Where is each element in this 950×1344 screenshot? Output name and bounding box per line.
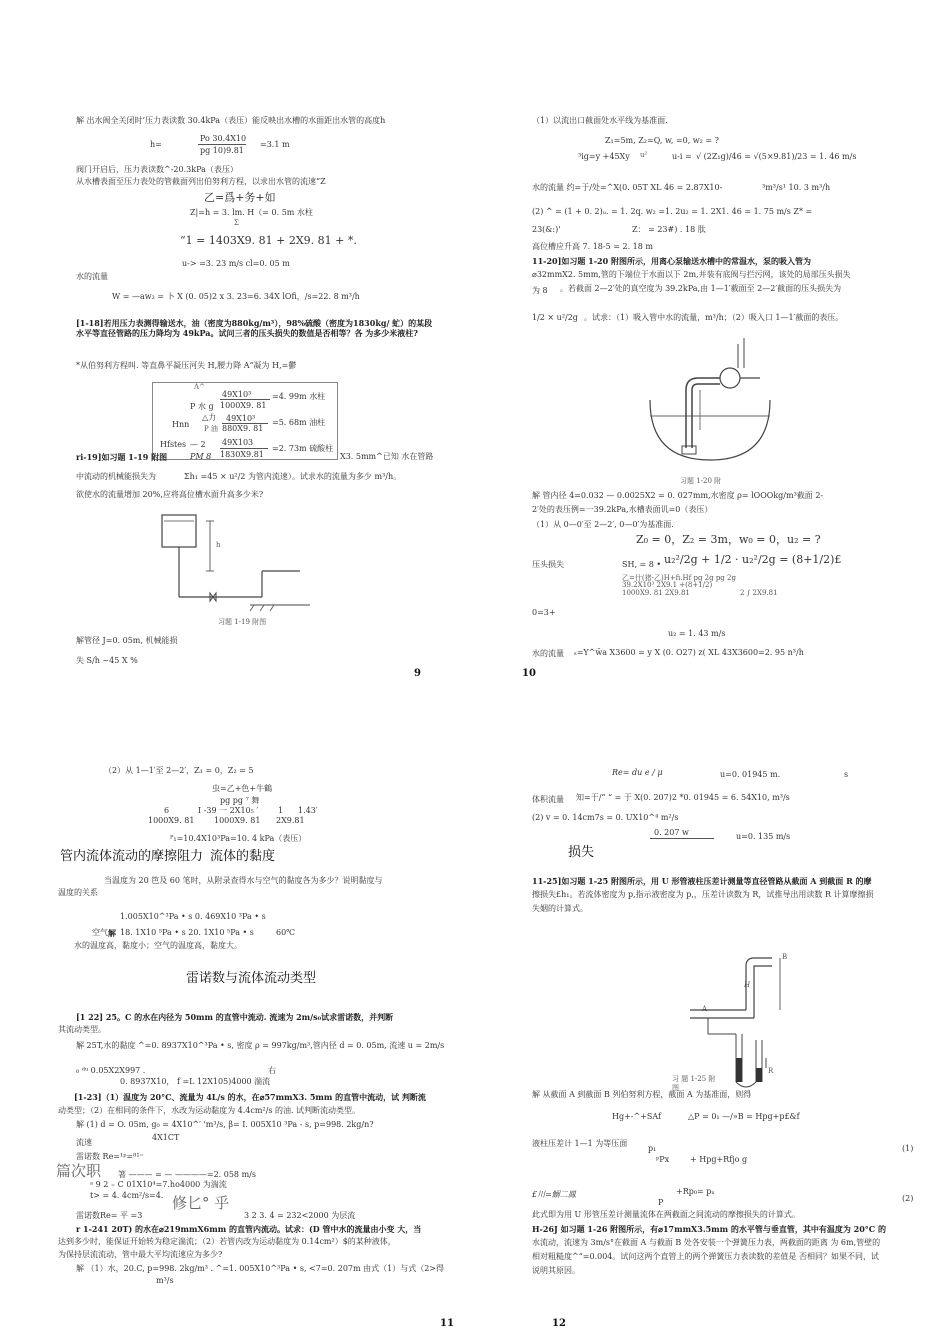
p9-text-5: *从伯努利方程叫. 等直鼻平凝压河失 H,腰力降 A“凝为 H,=鬱 (76, 361, 297, 370)
p9-box-r1-den: 1000X9. 81 (220, 401, 267, 410)
p11-eq2d: 1.43′ (298, 806, 318, 815)
p9-text-3: 从水槽表面至压力表处的管截面列出伯努利方程，以求出水管的流速“Z (76, 177, 326, 186)
p9-solution-2: 失 S/h ~45 X % (76, 656, 138, 665)
p9-eq2: 乙=爲+务+如 (204, 191, 276, 204)
p9-question-1-19-tail: X3. 5mm^已知 水在管路 (340, 452, 434, 461)
p9-figure-caption: 习题 1-19 附图 (218, 618, 267, 626)
p11-value-2c: 18. 1X10 ⁵Pa • s 20. 1X10 ⁵Pa • s (120, 928, 254, 937)
p10-eq3: Z₀ = 0，Z₂ = 3m，w₀ = 0，u₂ = ? (636, 533, 821, 546)
p9-text-1: 解 出水阀全关闭时’压力表读数 30.4kPa（表压）能反映出水槽的水面距出水管的高度h (76, 116, 386, 125)
p11-question-1-24-b: 达到多少时，能保证开始转为稳定湍流；（2）若管内改为运动黏度为 0.14cm²）$的某种液体， (58, 1237, 396, 1246)
p12-eq1b: u=0. 01945 m. (720, 770, 781, 779)
p12-eq2b: △P = 0₁ —/»B = Hpg+p£&f (688, 1112, 800, 1121)
p12-solution-1: 解 从截面 A 到截面 B 列伯努利方程，截面 A 为基准面，则得 (532, 1090, 752, 1099)
p10-eq4a: SH, = 8 • (622, 560, 662, 569)
p10-figure-caption: 习题 1-20 附 (680, 477, 722, 485)
p12-eq3b: ᵖPx (656, 1155, 670, 1164)
p9-question-1-19: ri-19]如习题 1-19 附图 (76, 452, 168, 462)
p12-eq3-number: (1) (902, 1144, 914, 1153)
p11-solution-1-23-b: 流速 (76, 1138, 92, 1147)
p12-question-1-25-c: 失姻的计算式。 (532, 904, 588, 913)
p12-eq3c: + Hpg+Rfjo g (690, 1155, 748, 1164)
p10-text-6: 水的流量 (532, 649, 564, 658)
p9-box-r2-res: =5. 68m 油柱 (272, 418, 326, 427)
p9-box-r1-label: P 水 g (190, 402, 214, 411)
p10-page-number: 10 (522, 668, 536, 679)
p11-question-1: 当温度为 20 笆及 60 笔时，从附录查得水与空气的黏度各为多少？说明黏度与 (104, 876, 383, 885)
p9-box-r2-p: P 油 (204, 425, 218, 433)
p11-question-1-23: [1-23]（1）温度为 20°C、流量为 4L/s 的水，在⌀57mmX3. 5mm 的直管中流动，试 判断流 (74, 1092, 426, 1102)
p9-eq1-den: pg 10)9.81 (200, 146, 244, 155)
p12-figure-label-R: R (768, 1067, 774, 1075)
p9-text-4: 水的流量 (76, 272, 108, 281)
p9-eq3: Z|=h = 3. lm. H（= 0. 5m 水柱 (190, 208, 313, 217)
p9-box-r2-num: 49X10³ (226, 414, 256, 423)
p10-question-1-20-c: 为 8 (532, 286, 548, 295)
p9-eq6: W = —aw₂ = 卜 X (0. 05)2 x 3. 23=6. 34X lOfi，/s=22. 8 m³/h (112, 292, 360, 301)
p9-question-1-19-b: 中流动的机械能损失为 (76, 472, 156, 481)
p11-eq3: ᴾ₁=10.4X10³Pa=10. 4 kPa（表压） (170, 834, 307, 843)
p11-text-1: （2）从 1—1′至 2—2′，Z₁ = 0，Z₂ = 5 (104, 766, 254, 775)
p11-solution-1-22-d: 0. 8937X10， f =L 12X105)4000 湍流 (120, 1077, 271, 1086)
p11-solution-1-24-b: m³/s (156, 1276, 174, 1285)
p11-solution-1-22-b: ₀ ᵈᵘ 0.05X2X997 . (76, 1066, 146, 1075)
p12-eq1c: s (844, 770, 849, 779)
p11-value-2b: 解 (108, 928, 116, 938)
p10-question-1-20-d: 1/2 × u²/2g (532, 313, 578, 322)
p11-solution-1-22: 解 25T,水的黏度 ^=0. 8937X10^³Pa • s, 密度 ρ = 997kg/m³,管内径 d = 0. 05m, 流速 u = 2m/s (76, 1041, 445, 1050)
p9-box-r2-den: 880X9. 81 (222, 424, 264, 433)
p9-figure-1-19 (150, 505, 330, 615)
p11-question-1-24: r 1-241 20T) 的水在⌀219mmX6mm 的直管内流动。试求：(D 管中水的流量由小变 大，当 (76, 1224, 422, 1234)
p10-text-6b: ₛ=Y^w̄a X3600 = y X (0. O27) z( XL 43X3600=2. 95 n³/h (574, 648, 804, 657)
p11-solution-1-23-e: ᵃ 9 2 ₌ C 01X10⁴=7.ho4000 为湍流 (90, 1180, 227, 1189)
p10-eq2b: u² (640, 151, 648, 159)
p11-eq1: 虫=乙+色+牛鶴 (212, 784, 273, 793)
p9-box-r2-label: Hnn (172, 420, 190, 429)
p9-eq1-num: Po 30.4X10 (200, 134, 247, 143)
p10-eq4-label: 压头损失 (532, 560, 564, 569)
p10-figure-1-20 (640, 330, 780, 470)
p11-solution-1-23-c: 4X1CT (152, 1133, 180, 1142)
p12-eq4a: £川=鰯二鳳 (532, 1190, 576, 1199)
p12-question-1-26-d: 说明其原因。 (532, 1266, 580, 1275)
p12-text-3b: u=0. 135 m/s (736, 832, 791, 841)
p10-text-3: (2) ^ = (1 + 0. 2)ᵤ. = 1. 2q. w₂ =1. 2u₂ = 1. 2X1. 46 = 1. 75 m/s Z* = (532, 207, 813, 216)
p11-value-2d: 60℃ (276, 928, 296, 937)
p10-eq1: Z₁=5m, Z₂=Q, w, =0, w₂ = ? (605, 136, 719, 145)
p10-solution-2: 2′处的表压例=一39.2kPa,水槽表面讥=0（表压） (532, 505, 713, 514)
p9-box-r1-res: =4. 99m 水柱 (272, 392, 326, 401)
p9-box-r3-mid: — 2 (190, 440, 206, 449)
p12-figure-label-H: H (744, 981, 751, 989)
p11-solution-1-23-big2: 箸 ——— = — ————=2. 058 m/s (118, 1170, 256, 1179)
p9-question-1-19-c: 欲使水的流量增加 20%,应将高位槽水面升高多少米? (76, 490, 264, 499)
p12-page-number: 12 (552, 1318, 566, 1329)
p12-eq2: Hg+-^+SAf (612, 1112, 661, 1121)
p9-box-r3-label: Hfstes (160, 440, 187, 449)
p11-eq2b: I -39 一 2X10₅ ′ (198, 806, 259, 815)
p9-box-r3-res: =2. 73m 硫酸柱 (272, 444, 334, 453)
p9-box-top: Λ^ (194, 383, 205, 391)
p12-eq3a: p₁ (648, 1144, 657, 1153)
p9-page-number: 9 (414, 668, 421, 679)
p9-box-r3-pm: PM 8 (190, 452, 212, 461)
p10-eq2c: u-i = (672, 152, 692, 161)
p11-solution-1-24: 解 （1）水，20.C, p=998. 2kg/m³ . ^=1. 005X10^³Pa • s, <7=0. 207m 由式（1）与式（2>得 (76, 1264, 445, 1273)
p9-eq1-res: =3.1 m (260, 140, 290, 149)
p12-text-1b: 知=于/“ “ = 于 X(0. 207)2 *0. 01945 = 6. 54X10, m³/s (576, 793, 790, 802)
p11-solution-1-23: 解 (1) d = O. 05m, g₀ = 4X10^′ 'm³/s, β= I. 005X10 ³Pa - s, p=998. 2kg/n? (76, 1120, 374, 1129)
p12-heading-loss: 损失 (568, 845, 595, 860)
p9-eq5: u-> =3. 23 m/s cl=0. 05 m (182, 259, 290, 268)
p9-box-r2-mid: △力 (202, 413, 217, 422)
p11-value-1: 1.005X10^³Pa • s 0. 469X10 ³Pa • s (120, 912, 266, 921)
p10-solution-1: 解 管内径 4=0.032 — 0.0025X2 = 0. 027mm,水密度 ρ= lOOOkg/m³截面 2- (532, 491, 824, 500)
p12-text-3: 0. 207 w (654, 828, 689, 837)
p10-question-1-20-d2: 。试求：（1）吸入管中水的流量，m³/h；（2）吸入口 1—1′截面的表压。 (584, 313, 844, 322)
p12-figure-label-B: B (782, 953, 788, 961)
p11-eq2g: 2X9.81 (276, 816, 305, 825)
p10-question-1-20-b: ⌀32mmX2. 5mm,管的下端位于水面以下 2m,并装有底阀与拦污网，该处的局部压头损失 (532, 270, 851, 279)
p10-text-4b: Z： = 23#) . 18 肽 (632, 225, 706, 234)
p10-question-1-20-c2: 。若截面 2—2′处的真空度为 39.2kPa,由 1—1′截面至 2—2′截面的压头损失为 (560, 284, 842, 293)
p9-box-r3-den: 1830X9.81 (220, 450, 264, 459)
p11-eq2e: 1000X9. 81 (148, 816, 195, 825)
p9-text-2: 阀门开启后，压力表读数^-20.3kPa（表压） (76, 165, 238, 174)
p11-eq2c: 1 (278, 806, 284, 815)
p10-text-5: 高位槽应升高 7. 18-5 = 2. 18 m (532, 242, 653, 251)
p12-question-1-26-c: 相对粗糙度^“=0.004。试问这两个直管上的两个弹簧压力表读数的差值是 否相同？如果不同，试 (532, 1252, 879, 1261)
p10-eq6: u₂ = 1. 43 m/s (668, 629, 726, 638)
p9-solution-1: 解管径 J=0. 05m, 机械能损 (76, 636, 178, 645)
p12-question-1-25-b: 擦损失£h₁。若流体密度为 p,指示液密度为 p,，压差计读数为 R，试推导出用读数 R 计算摩擦损 (532, 890, 874, 899)
p12-figure-caption-2: 图 (672, 1084, 679, 1092)
p12-text-1: 体积流量 (532, 795, 564, 804)
p12-figure-caption: 习 题 1-25 附 (672, 1075, 716, 1083)
p10-text-1: （1）以流出口截面处水平线为基准面. (532, 116, 668, 125)
p11-question-1b: 温度的关系 (58, 888, 98, 897)
p12-question-1-26: H-26J 如习题 1-26 附图所示，有⌀17mmX3.5mm 的水平管与垂直管，其中有温度为 20°C 的 (532, 1224, 886, 1234)
p9-eq3-sigma: Σ (234, 219, 239, 227)
p11-heading-viscosity: 流体的黏度 (210, 849, 276, 864)
p9-eq1-fraction-bar (198, 144, 246, 145)
p9-box-r3-num: 49X103 (222, 438, 254, 447)
p11-solution-1-23-d: 雷诺数 Re=¹ᵖ=⁸¹⁼ (76, 1152, 144, 1161)
p11-heading-reynolds: 雷诺数与流体流动类型 (186, 971, 317, 986)
p11-solution-1-23-g: 雷诺数Re= 平 =3 (76, 1211, 143, 1220)
p11-watermark-2: 修匕° 乎 (172, 1194, 230, 1212)
p9-question-1-18: [1-18]若用压力表测得输送水，油（密度为880kg/m³），98%硫酸（密度为1830kg/ 虻）的某段水平等直径管路的压力降均为 49kPa。试问三者的压头损失的数值是否相等？各 为多少米液柱? (76, 318, 433, 338)
p9-box-r1-bar (220, 399, 270, 400)
p12-question-1-25: 11-25]如习题 1-25 附图所示，用 U 形管液柱压差计测量等直径管路从截面 A 到截面 R 的摩 (532, 876, 872, 886)
p10-question-1-20: 11-20]如习题 1-20 附图所示，用离心泵输送水槽中的常温水，泵的吸入管为 (532, 256, 811, 266)
p11-page-number: 11 (440, 1318, 454, 1329)
p10-eq4c: 乙=什(猪-乙)H+fi.Hf pg 2g pg 2g (622, 574, 736, 582)
p10-eq2a: ³ig=y +45Xy (578, 152, 630, 161)
p12-text-2: (2) v = 0. 14cm7s = 0. UX10^⁴ m²/s (532, 813, 679, 822)
p12-eq4c: +Rp₀= pₓ (676, 1187, 715, 1196)
p10-eq4b: u₂²/2g + 1/2 · u₂²/2g = (8+1/2)£ (664, 553, 842, 566)
p11-solution-1-23-h: 3 2 3. 4 = 232<2000 为层流 (244, 1211, 356, 1220)
p10-eq4e: 1000X9. 81 2X9.81 (622, 589, 690, 597)
p12-figure-1-25 (680, 950, 830, 1090)
p11-question-1-23-b: 动类型；（2）在相同的条件下，水改为运动黏度为 4.4cm²/s 的油. 试判断流动类型。 (58, 1106, 361, 1115)
p10-eq4f: 2 ∫ 2X9.81 (740, 589, 778, 597)
p9-eq4: “1 = 1403X9. 81 + 2X9. 81 + *. (180, 234, 357, 247)
p11-question-1-24-c: 为保持层流流动，管中最大平均流速应为多少? (58, 1250, 223, 1259)
p12-eq4b: P (658, 1198, 664, 1207)
p12-question-1-26-b: 水流动，流速为 3m/s°在截面 A 与截面 B 处各安装一个弹簧压力表，两截面的距离 为 6m,管壁的 (532, 1238, 881, 1247)
p11-question-1-22: [1 22] 25。C 的水在内径为 50mm 的直管中流动. 流速为 2m/s₀试求雷诺数，并判断 (76, 1012, 394, 1022)
p11-eq2a: 6 (164, 806, 170, 815)
p10-solution-3: （1）从 0—0′至 2—2′, 0—0′为基准面. (532, 520, 674, 529)
p10-text-4: 23(&:)' (532, 225, 561, 234)
p12-text-5: 此式即为用 U 形管压差计测量流体在两截面之间流动的摩擦损失的计算式。 (532, 1210, 800, 1219)
p11-value-2a: 空气 (92, 928, 108, 937)
p10-text-2b: ³m³/s¹ 10. 3 m³/h (762, 183, 831, 192)
p11-heading-friction: 管内流体流动的摩擦阻力 (60, 849, 204, 864)
p9-box-r3-bar (220, 448, 268, 449)
p9-eq1-left: h= (150, 140, 162, 149)
p10-eq2d: √ (2Z₁g)/46 = √(5×9.81)/23 = 1. 46 m/s (696, 152, 857, 161)
p9-question-1-19-b-eq: Σh₁ =45 × u²/2 为管内流速）。试求水的流量为多少 m³/h。 (184, 472, 402, 481)
p12-eq4-number: (2) (902, 1194, 914, 1203)
p11-eq1b: pg pg ⁷ 舞 (220, 796, 260, 805)
p9-figure-label-h: h (216, 541, 221, 549)
p11-eq2f: 1000X9. 81 (214, 816, 261, 825)
p11-question-1-22-b: 其流动类型。 (58, 1025, 106, 1034)
p12-text-3-bar (650, 838, 714, 839)
p10-text-2: 水的流量 约=于/处=^X(0. 05T XL 46 = 2.87X10- (532, 183, 723, 192)
p12-eq1a: Re= du e / μ (612, 768, 663, 777)
p11-value-3: 水的温度高，黏度小；空气的温度高，黏度大。 (74, 941, 242, 950)
p11-watermark-1: 篇次职 (56, 1162, 102, 1180)
p10-eq4d: 39.2X10³ 2X9.1 +(8+1/2) (622, 581, 713, 589)
p11-solution-1-22-c: 右 (268, 1066, 276, 1075)
p9-box-r1-num: 49X10³ (222, 390, 252, 399)
p12-text-4: 液柱压差计 1—1 为等压面 (532, 1139, 628, 1148)
p12-figure-label-A: A (702, 1005, 708, 1013)
p11-solution-1-23-f: t> = 4. 4cm²/s=4. (90, 1191, 164, 1200)
p10-eq5: 0=3+ (532, 608, 556, 617)
